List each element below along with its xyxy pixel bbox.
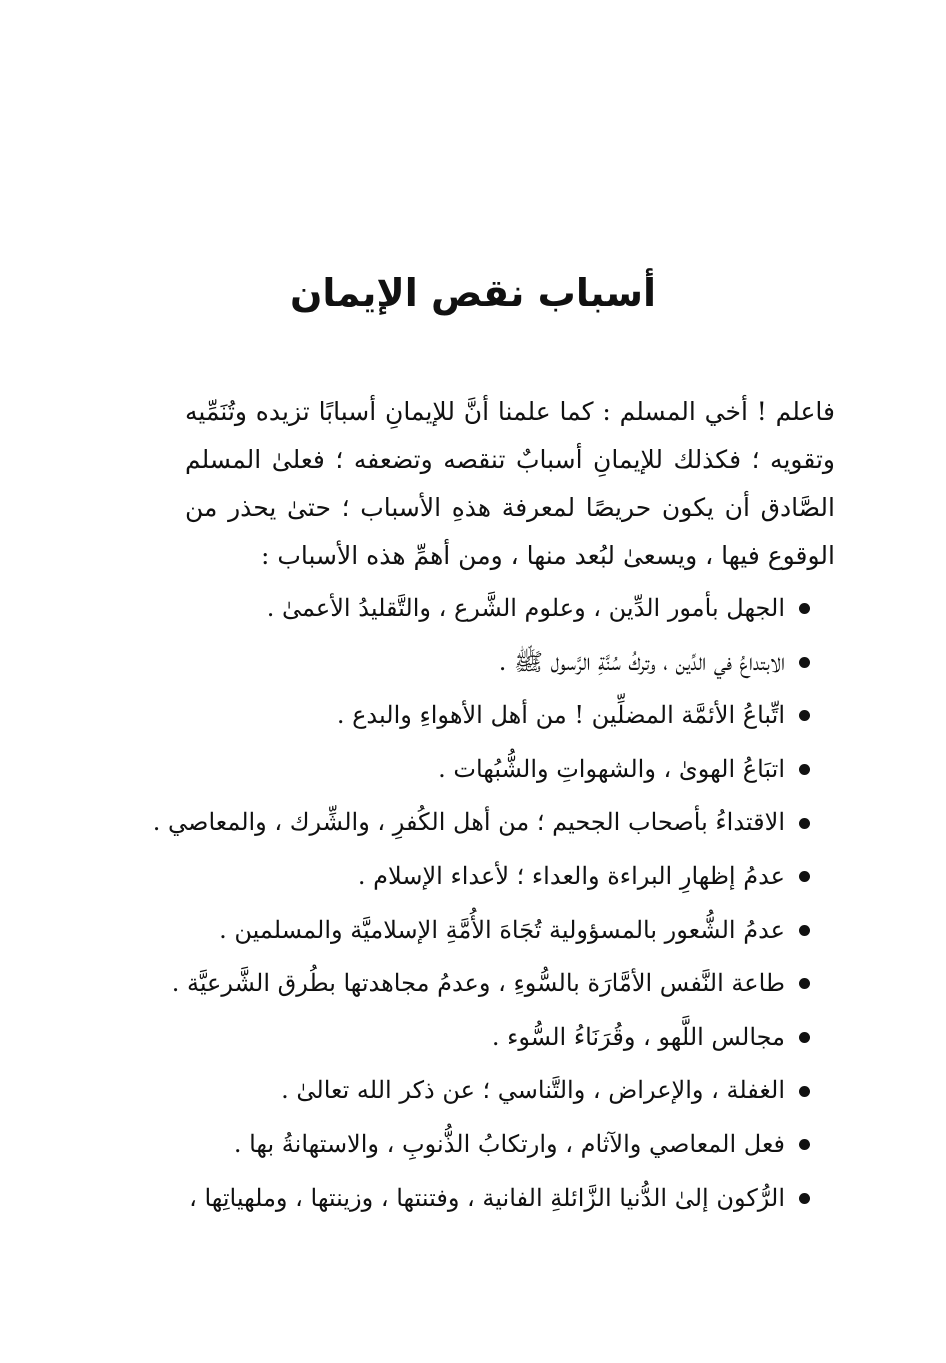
- list-item-text: اتبَاعُ الهوىٰ ، والشهواتِ والشُّبُهات .: [438, 754, 785, 783]
- list-item: [150, 1064, 810, 1118]
- list-item-text: اتِّباعُ الأئمَّة المضلِّين ! من أهل الأهواءِ والبدع .: [336, 701, 785, 730]
- list-item-text: طاعة النَّفس الأمَّارَة بالسُّوءِ ، وعدمُ مجاهدتها بطُرق الشَّرعيَّة .: [171, 969, 785, 998]
- list-item: [150, 1172, 810, 1226]
- list-item-text: عدمُ الشُّعور بالمسؤولية تُجَاهَ الأُمَّةِ الإسلاميَّة والمسلمين .: [219, 915, 785, 944]
- list-item: [150, 796, 810, 850]
- bullet-icon: [799, 1032, 810, 1043]
- list-item: [150, 636, 810, 690]
- bullet-icon: [799, 1139, 810, 1150]
- list-item-text: الاقتداءُ بأصحاب الجحيم ؛ من أهل الكُفرِ ، والشِّرك ، والمعاصي .: [152, 808, 785, 837]
- list-item-text: الجهل بأمور الدِّين ، وعلوم الشَّرع ، والتَّقليدُ الأعمىٰ .: [266, 594, 785, 622]
- list-item-text: الغفلة ، والإعراض ، والتَّناسي ؛ عن ذكر الله تعالىٰ .: [281, 1076, 785, 1105]
- list-item: [150, 582, 810, 636]
- list-item-text: الرُّكون إلىٰ الدُّنيا الزَّائلةِ الفانية ، وفتنتها ، وزينتها ، وملهياتِها ،: [189, 1183, 785, 1212]
- list-item: [150, 957, 810, 1011]
- page-title: أسباب نقص الإيمان: [289, 271, 657, 315]
- bullet-icon: [799, 603, 810, 614]
- list-item-text: فعل المعاصي والآثام ، وارتكابُ الذُّنوبِ ، والاستهانةُ بها .: [233, 1129, 785, 1158]
- list-item-text: مجالس اللَّهو ، وقُرَنَاءُ السُّوء .: [491, 1022, 785, 1051]
- bullet-icon: [799, 657, 810, 668]
- bullet-icon: [799, 818, 810, 829]
- list-item-text: عدمُ إظهارِ البراءة والعداء ؛ لأعداء الإسلام .: [357, 861, 785, 890]
- intro-paragraph: فاعلم ! أخي المسلم : كما علمنا أنَّ للإيمانِ أسبابًا تزيده وتُنَمِّيه وتقويه ؛ فكذلك للإيمانِ أسبابٌ تنقصه وتضعفه ؛ فعلىٰ المسلم الصَّادق أن يكون حريصًا لمعرفة هذهِ الأسباب ؛ حتىٰ يحذر من الوقوع فيها ، ويسعىٰ لبُعد منها ، ومن أهمِّ هذه الأسباب :: [185, 397, 835, 570]
- list-item: [150, 743, 810, 797]
- bullet-icon: [799, 764, 810, 775]
- causes-list: [150, 582, 810, 1225]
- bullet-icon: [799, 871, 810, 882]
- list-item-text: الابتداعُ في الدِّين ، وتركُ سُنَّةِ الرَّسول ﷺ .: [498, 647, 785, 676]
- bullet-icon: [799, 710, 810, 721]
- bullet-icon: [799, 1193, 810, 1204]
- bullet-icon: [799, 1086, 810, 1097]
- list-item: [150, 904, 810, 958]
- bullet-icon: [799, 978, 810, 989]
- list-item: [150, 1118, 810, 1172]
- list-item: [150, 1011, 810, 1065]
- list-item: [150, 850, 810, 904]
- bullet-icon: [799, 925, 810, 936]
- list-item: [150, 689, 810, 743]
